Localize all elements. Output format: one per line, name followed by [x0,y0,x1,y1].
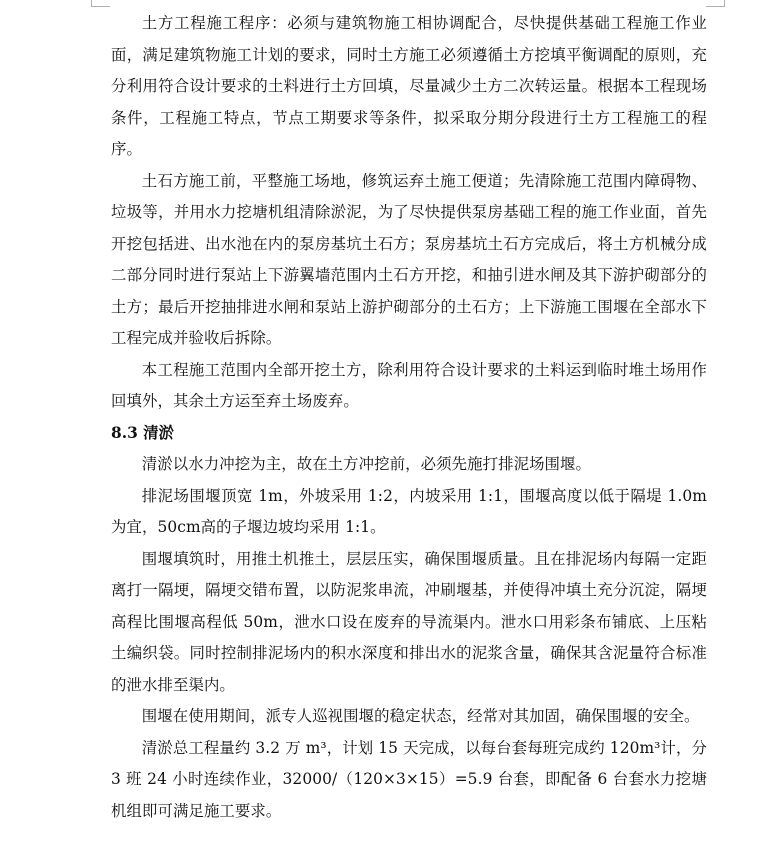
paragraph-dredging-quantity: 清淤总工程量约 3.2 万 m³，计划 15 天完成，以每台套每班完成约 120m³计，分 3 班 24 小时连续作业，32000/（120×3×15）=5.9 台套，即配备 6 台套水力挖塘机组即可满足施工要求。 [111,738,707,820]
paragraph-dredging-method: 清淤以水力冲挖为主，故在土方冲挖前，必须先施打排泥场围堰。 [141,455,592,473]
page-corner-mark-left [91,0,110,7]
paragraph-earth-rock-construction: 土石方施工前，平整施工场地，修筑运弃土施工便道；先清除施工范围内障碍物、垃圾等，并用水力挖塘机组清除淤泥，为了尽快提供泵房基础工程的施工作业面，首先开挖包括进、出水池在内的泵房基坑土石方；泵房基坑土石方完成后，将土方机械分成二部分同时进行泵站上下游翼墙范围内土石方开挖，和抽引进水闸及其下游护砌部分的土方；最后开挖抽排进水闸和泵站上游护砌部分的土石方；上下游施工围堰在全部水下工程完成并验收后拆除。 [111,171,707,347]
paragraph-excavation-disposal: 本工程施工范围内全部开挖土方，除利用符合设计要求的土料运到临时堆土场用作回填外，其余土方运至弃土场废弃。 [111,360,707,410]
paragraph-cofferdam-filling: 围堰填筑时，用推土机推土，层层压实，确保围堰质量。且在排泥场内每隔一定距离打一隔埂，隔埂交错布置，以防泥浆串流，冲刷堰基，并使得冲填土充分沉淀，隔埂高程比围堰高程低 50m，泄水口设在废弃的导流渠内。泄水口用彩条布铺底、上压粘土编织袋。同时控制排泥场内的积水深度和排出水的泥浆含量，确保其含泥量符合标准的泄水排至渠内。 [111,549,707,694]
paragraph-earthwork-procedure: 土方工程施工程序：必须与建筑物施工相协调配合，尽快提供基础工程施工作业面，满足建筑物施工计划的要求，同时土方施工必须遵循土方挖填平衡调配的原则，充分利用符合设计要求的土料进行土方回填，尽量减少土方二次转运量。根据本工程现场条件，工程施工特点，节点工期要求等条件，拟采取分期分段进行土方工程施工的程序。 [111,14,707,158]
page-corner-mark-right [706,0,725,7]
document-body [111,8,707,827]
paragraph-cofferdam-specs: 排泥场围堰顶宽 1m，外坡采用 1:2，内坡采用 1:1，围堰高度以低于隔堤 1.0m 为宜，50cm高的子堰边坡均采用 1:1。 [111,486,707,536]
paragraph-cofferdam-inspection: 围堰在使用期间，派专人巡视围堰的稳定状态，经常对其加固，确保围堰的安全。 [141,707,700,725]
section-heading-dredging: 8.3 清淤 [111,423,174,442]
